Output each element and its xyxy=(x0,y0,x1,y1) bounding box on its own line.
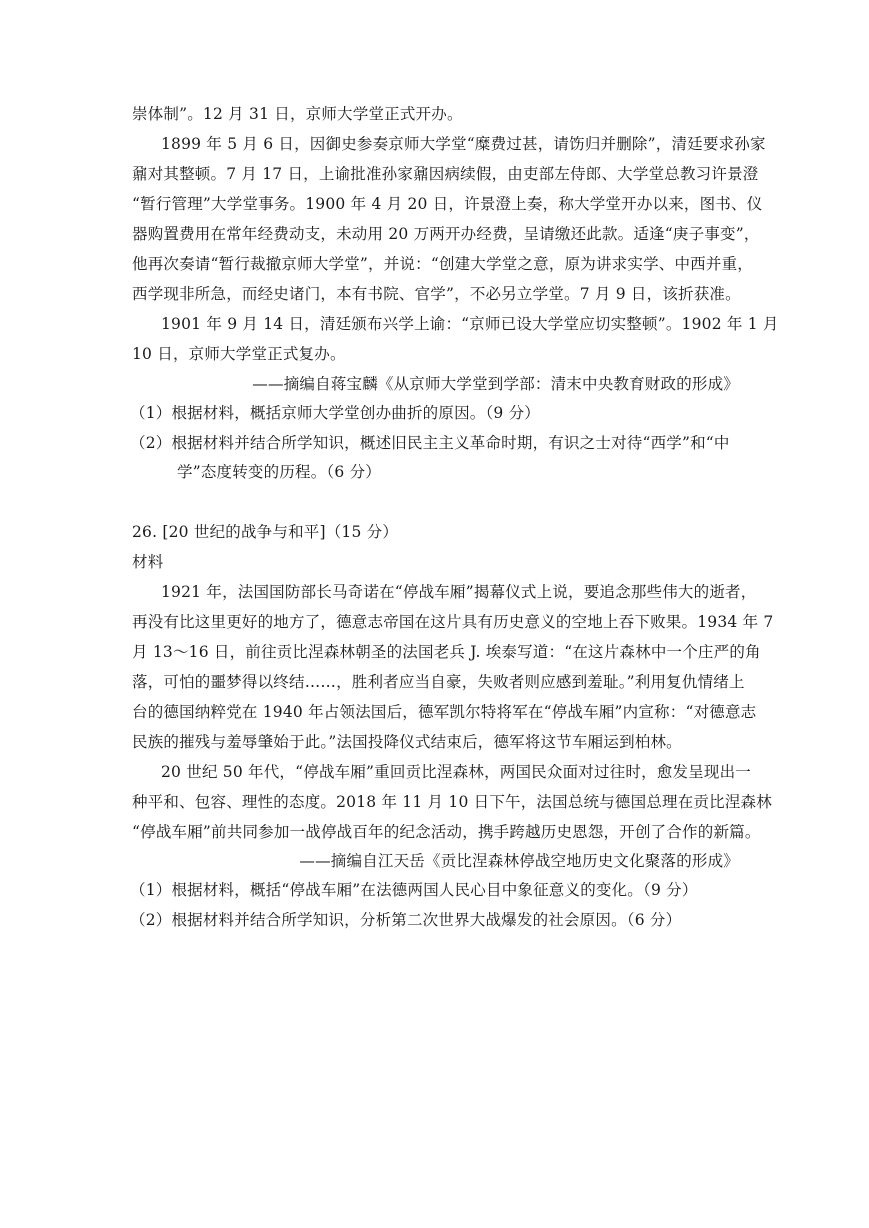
question-2: （2）根据材料并结合所学知识，分析第二次世界大战爆发的社会原因。（6 分） xyxy=(130,911,682,929)
paragraph-line: 1899 年 5 月 6 日，因御史参奏京师大学堂“糜费过甚，请饬归并删除”，清廷要求孙家 xyxy=(161,135,766,153)
paragraph-line: 他再次奏请“暂行裁撤京师大学堂”，并说：“创建大学堂之意，原为讲求实学、中西并重， xyxy=(132,255,753,273)
paragraph-line: 落，可怕的噩梦得以终结……，胜利者应当自豪，失败者则应感到羞耻。”利用复仇情绪上 xyxy=(132,673,745,691)
paragraph-line: 月 13～16 日，前往贡比涅森林朝圣的法国老兵 J. 埃泰写道：“在这片森林中一个庄严的角 xyxy=(132,643,761,661)
source-citation: ——摘编自蒋宝麟《从京师大学堂到学部：清末中央教育财政的形成》 xyxy=(252,375,739,393)
paragraph-line: 鼐对其整顿。7 月 17 日，上谕批准孙家鼐因病续假，由吏部左侍郎、大学堂总教习许景澄 xyxy=(132,165,759,183)
paragraph-line: 10 日，京师大学堂正式复办。 xyxy=(132,345,346,363)
paragraph-line: “停战车厢”前共同参加一战停战百年的纪念活动，携手跨越历史恩怨，开创了合作的新篇。 xyxy=(132,823,761,841)
source-citation: ——摘编自江天岳《贡比涅森林停战空地历史文化聚落的形成》 xyxy=(299,852,739,870)
paragraph-line: 1901 年 9 月 14 日，清廷颁布兴学上谕：“京师已设大学堂应切实整顿”。1902 年 1 月 xyxy=(161,315,779,333)
paragraph-continuation: 崇体制”。12 月 31 日，京师大学堂正式开办。 xyxy=(132,105,463,123)
paragraph-line: 台的德国纳粹党在 1940 年占领法国后，德军凯尔特将军在“停战车厢”内宣称：“对德意志 xyxy=(132,703,757,721)
paragraph-line: 西学现非所急，而经史诸门，本有书院、官学”，不必另立学堂。7 月 9 日，该折获准。 xyxy=(132,285,741,303)
question-2: （2）根据材料并结合所学知识，概述旧民主主义革命时期，有识之士对待“西学”和“中 xyxy=(130,434,730,452)
paragraph-line: 1921 年，法国国防部长马奇诺在“停战车厢”揭幕仪式上说，要追念那些伟大的逝者， xyxy=(161,583,757,601)
paragraph-line: 民族的摧残与羞辱肇始于此。”法国投降仪式结束后，德军将这节车厢运到柏林。 xyxy=(132,733,682,751)
paragraph-line: 器购置费用在常年经费动支，未动用 20 万两开办经费，呈请缴还此款。适逢“庚子事变”， xyxy=(132,225,760,243)
material-label: 材料 xyxy=(132,553,164,571)
paragraph-line: 再没有比这里更好的地方了，德意志帝国在这片具有历史意义的空地上吞下败果。1934 年 7 xyxy=(132,613,774,631)
section-heading: 26. [20 世纪的战争与和平]（15 分） xyxy=(132,523,399,541)
question-1: （1）根据材料，概括京师大学堂创办曲折的原因。（9 分） xyxy=(130,404,541,422)
paragraph-line: “暂行管理”大学堂事务。1900 年 4 月 20 日，许景澄上奏，称大学堂开办以来，图书、仪 xyxy=(132,195,763,213)
question-1: （1）根据材料，概括“停战车厢”在法德两国人民心目中象征意义的变化。（9 分） xyxy=(130,881,698,899)
question-2-continuation: 学”态度转变的历程。（6 分） xyxy=(177,463,381,481)
paragraph-line: 20 世纪 50 年代，“停战车厢”重回贡比涅森林，两国民众面对过往时，愈发呈现出一 xyxy=(161,763,751,781)
paragraph-line: 种平和、包容、理性的态度。2018 年 11 月 10 日下午，法国总统与德国总理在贡比涅森林 xyxy=(132,793,772,811)
